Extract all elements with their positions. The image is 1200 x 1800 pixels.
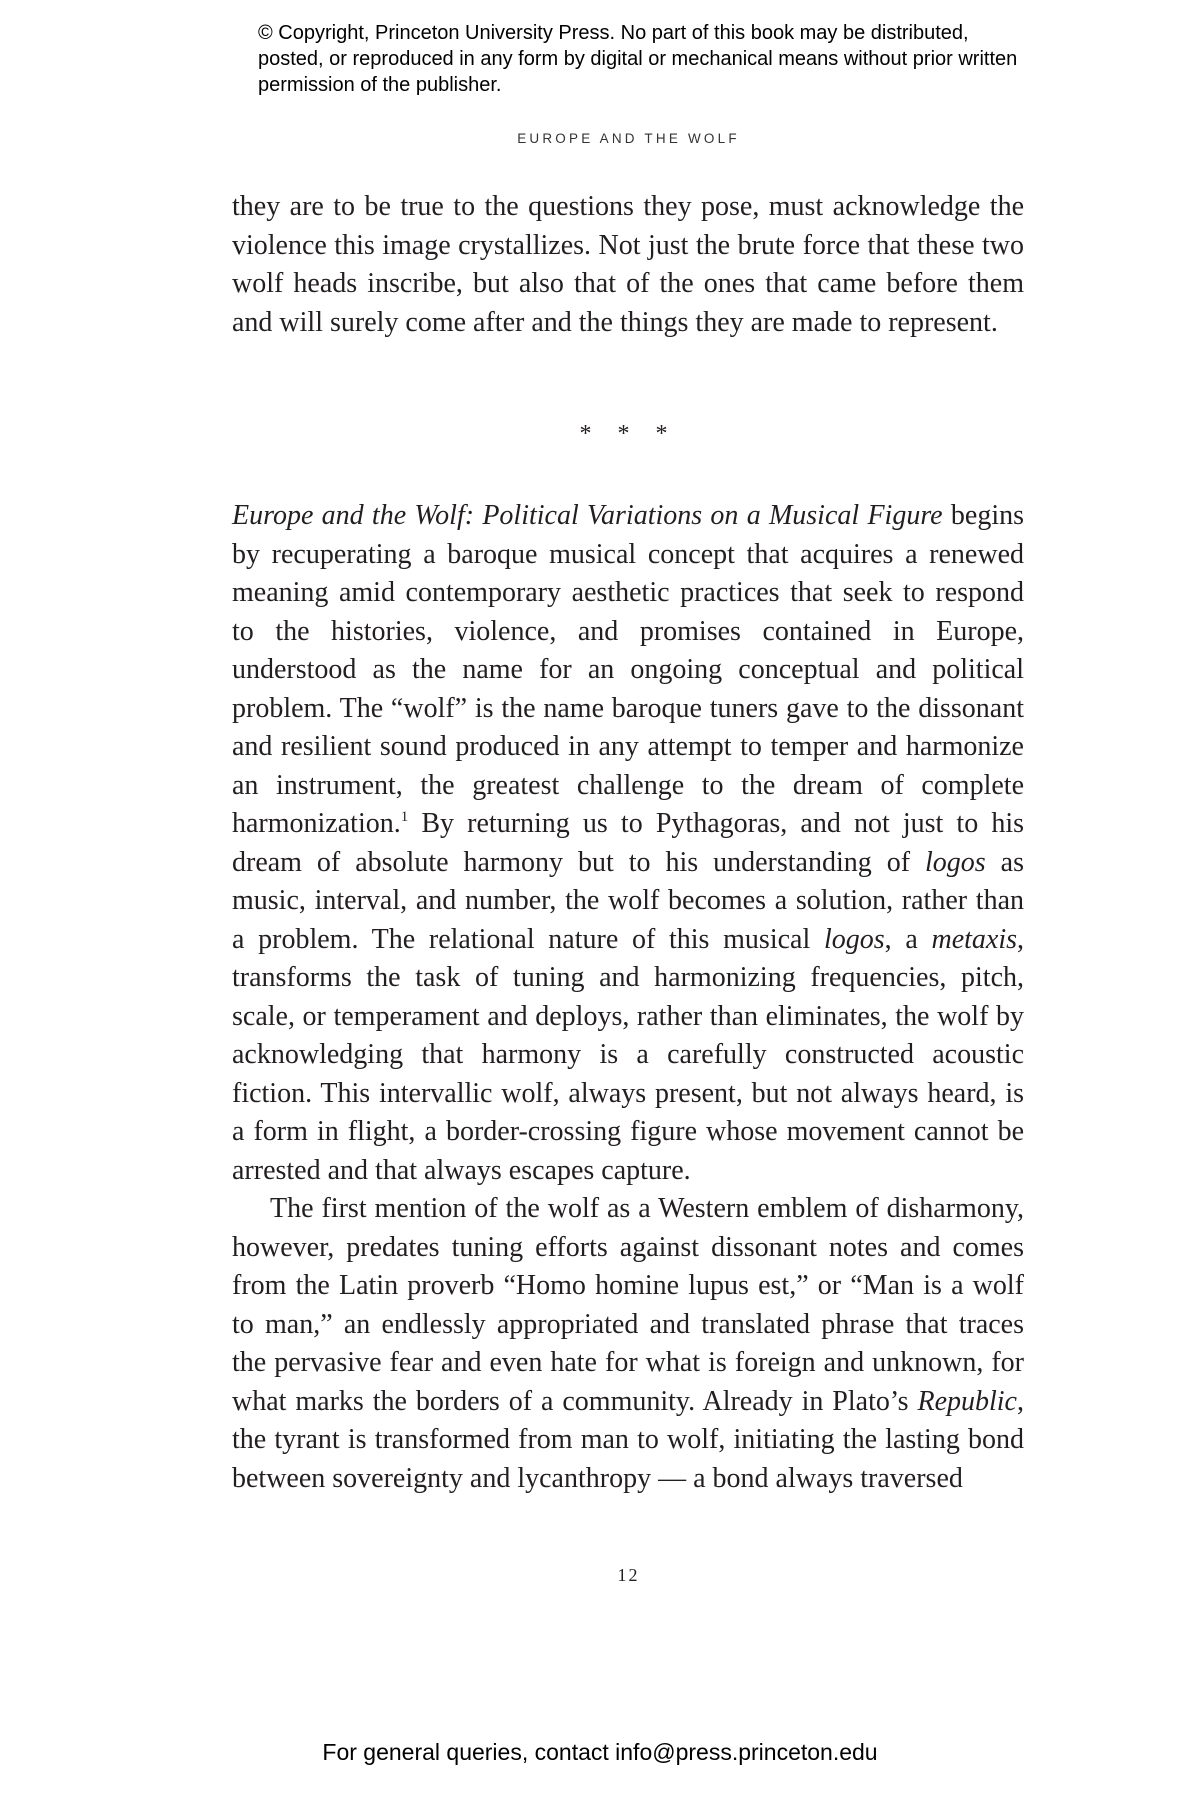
paragraph-1-text-e: , transforms the task of tuning and harmonizing frequencies, pitch, scale, or temperament and deploys, rather than eliminates, the wolf by acknowledging that harmony is a carefully constructed acoustic fiction. This intervallic wolf, always present, but not always heard, is a form in flight, a border-crossing figure whose movement cannot be arrested and that always escapes capture. <box>232 923 1024 1186</box>
paragraph-2-text-b: , the tyrant is transformed from man to wolf, initiating the lasting bond between sovereignty and lycanthropy — a bond always traversed <box>232 1385 1024 1494</box>
term-metaxis: metaxis <box>931 923 1017 955</box>
contact-footer: For general queries, contact info@press.princeton.edu <box>322 1739 878 1765</box>
title-republic: Republic <box>917 1385 1017 1417</box>
paragraph-2 <box>232 1190 1024 1498</box>
continued-paragraph-text: they are to be true to the questions they pose, must acknowledge the violence this image crystallizes. Not just the brute force that these two wolf heads inscribe, but also that of the ones that came before them and will surely come after and the things they are made to represent. <box>232 191 1024 338</box>
paragraph-1-text-c: as music, interval, and number, the wolf becomes a solution, rather than a problem. The relational nature of this musical <box>232 846 1024 955</box>
section-break: * * * <box>579 421 678 447</box>
term-logos-2: logos <box>823 923 885 955</box>
book-title: Europe and the Wolf: Political Variations on a Musical Figure <box>232 500 943 531</box>
paragraph-2-text-a: The first mention of the wolf as a Western emblem of disharmony, however, predates tuning efforts against dissonant notes and comes from the Latin proverb “Homo homine lupus est,” or “Man is a wolf to man,” an endlessly appropriated and translated phrase that traces the pervasive fear and even hate for what is foreign and unknown, for what marks the borders of a community. Already in Plato’s <box>232 1193 1024 1417</box>
paragraph-1 <box>232 497 1024 1190</box>
term-logos: logos <box>925 846 986 878</box>
paragraph-1-text-a: begins by recuperating a baroque musical concept that acquires a renewed meaning amid contemporary aesthetic practices that seek to respond to the histories, violence, and promises contained in Europe, understood as the name for an ongoing conceptual and political problem. The “wolf” is the name baroque tuners gave to the dissonant and resilient sound produced in any attempt to temper and harmonize an instrument, the greatest challenge to the dream of complete harmonization. <box>232 500 1025 839</box>
paragraph-1-text-d: , a <box>884 923 932 955</box>
page-number: 12 <box>617 1565 640 1585</box>
copyright-notice: © Copyright, Princeton University Press. No part of this book may be distributed, posted, or reproduced in any form by digital or mechanical means without prior written permission of the publisher. <box>258 22 1018 96</box>
footnote-ref[interactable]: 1 <box>400 809 409 825</box>
body-text <box>232 497 1024 1498</box>
running-head: EUROPE AND THE WOLF <box>517 131 740 146</box>
continued-paragraph <box>232 188 1024 342</box>
paragraph-1-text-b: By returning us to Pythagoras, and not just to his dream of absolute harmony but to his understanding of <box>232 808 1024 878</box>
